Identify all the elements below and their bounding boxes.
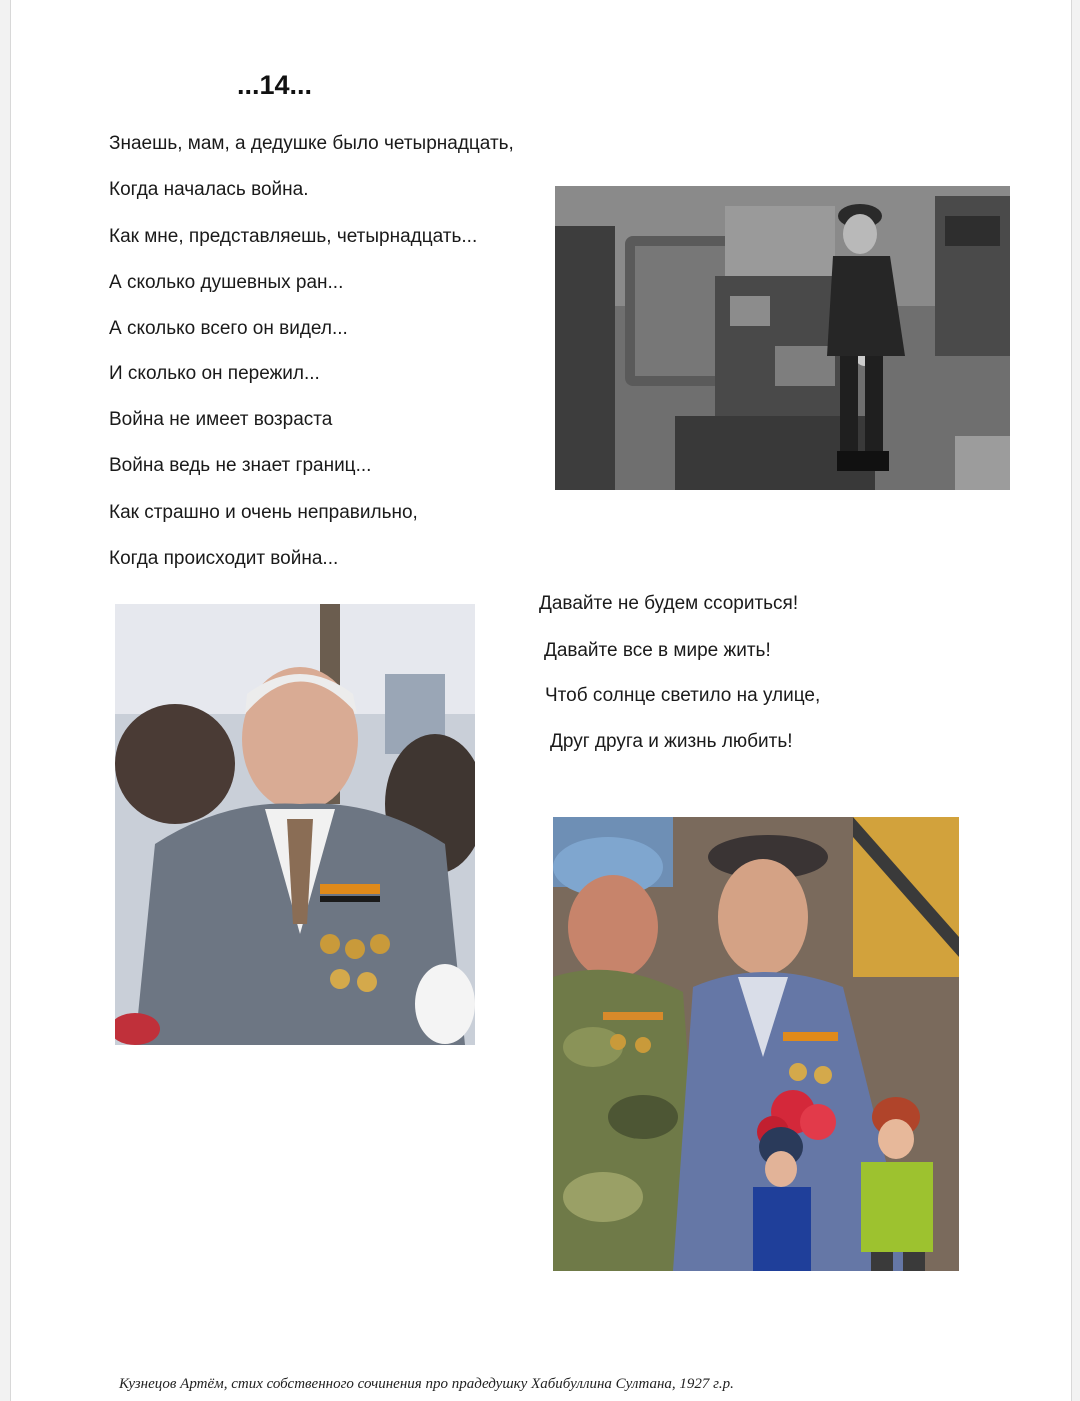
poem-line: Война не имеет возраста xyxy=(109,409,333,430)
poem-line: Чтоб солнце светило на улице, xyxy=(545,685,821,706)
poem-line: Как мне, представляешь, четырнадцать... xyxy=(109,226,478,247)
poem-line: Как страшно и очень неправильно, xyxy=(109,502,418,523)
photo-boy-at-machine xyxy=(555,186,1010,490)
poem-line: Когда происходит война... xyxy=(109,548,339,569)
poem-title: ...14... xyxy=(237,70,313,100)
poem-line: Знаешь, мам, а дедушке было четырнадцать, xyxy=(109,133,514,154)
poem-line: Давайте не будем ссориться! xyxy=(539,593,799,614)
poem-line: Давайте все в мире жить! xyxy=(544,640,771,661)
poem-line: А сколько всего он видел... xyxy=(109,318,348,339)
document-page xyxy=(10,0,1072,1401)
photo-veterans-with-children xyxy=(553,817,959,1271)
photo-veteran-portrait xyxy=(115,604,475,1045)
poem-line: Когда началась война. xyxy=(109,179,309,200)
poem-line: А сколько душевных ран... xyxy=(109,272,344,293)
poem-line: Война ведь не знает границ... xyxy=(109,455,372,476)
poem-line: И сколько он пережил... xyxy=(109,363,320,384)
author-caption: Кузнецов Артём, стих собственного сочинения про прадедушку Хабибуллина Султана, 1927 г.р. xyxy=(119,1376,734,1392)
poem-line: Друг друга и жизнь любить! xyxy=(550,731,793,752)
